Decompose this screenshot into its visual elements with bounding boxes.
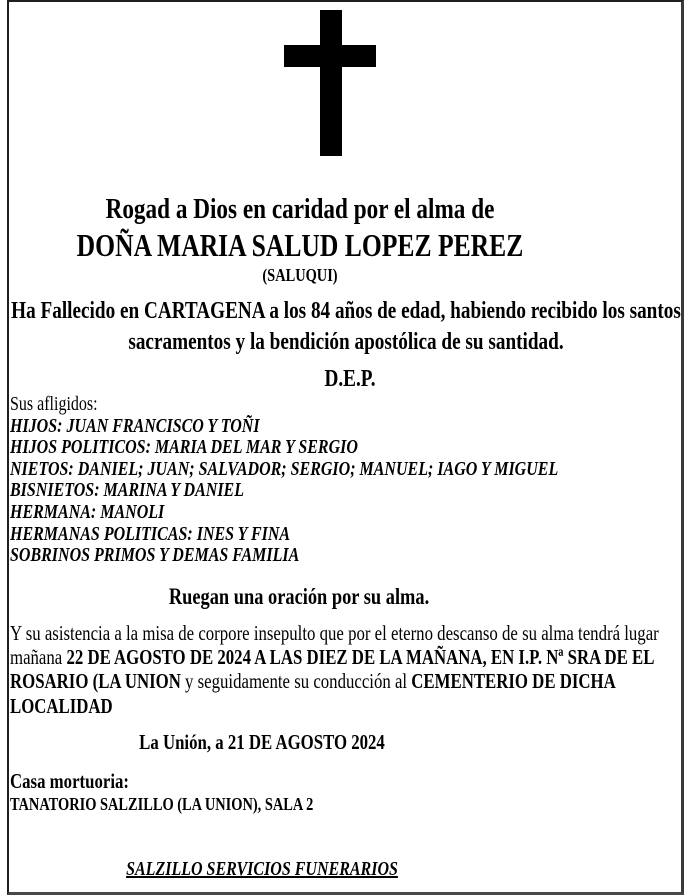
cross-vertical-bar xyxy=(320,10,342,156)
mortuary-value: TANATORIO SALZILLO (LA UNION), SALA 2 xyxy=(10,794,314,814)
cross-horizontal-bar xyxy=(284,45,376,67)
deceased-name: DOÑA MARIA SALUD LOPEZ PEREZ xyxy=(76,227,524,263)
title-block xyxy=(0,191,636,286)
mourners-list xyxy=(10,394,682,567)
prayer-request: Ruegan una oración por su alma. xyxy=(168,584,430,609)
mourner-line: SOBRINOS PRIMOS Y DEMAS FAMILIA xyxy=(10,544,300,567)
funeral-paragraph-part3: y seguidamente su conducción al xyxy=(180,669,412,694)
death-announcement: Ha Fallecido en CARTAGENA a los 84 años de edad, habiendo recibido los santos sacramentos y la bendición apostólica de su santidad. xyxy=(11,298,681,355)
funeral-home-footer: SALZILLO SERVICIOS FUNERARIOS xyxy=(126,858,398,880)
mourner-line: HERMANAS POLITICAS: INES Y FINA xyxy=(10,522,291,545)
mourner-line: BISNIETOS: MARINA Y DANIEL xyxy=(10,479,244,502)
funeral-paragraph-part1: Y su asistencia a la misa de corpore insepulto que por el eterno descanso de su alma tendrá lugar mañana xyxy=(10,621,659,670)
dateline: La Unión, a 21 DE AGOSTO 2024 xyxy=(139,730,385,754)
mourner-line: HERMANA: MANOLI xyxy=(10,500,165,523)
cemetery-destination: CEMENTERIO DE DICHA LOCALIDAD xyxy=(10,669,615,718)
funeral-paragraph xyxy=(10,621,682,718)
mourner-line: HIJOS: JUAN FRANCISCO Y TOÑI xyxy=(10,414,260,437)
mortuary-block xyxy=(10,769,682,815)
mourners-intro: Sus afligidos: xyxy=(10,393,98,415)
deceased-nickname: (SALUQUI) xyxy=(262,265,338,285)
mortuary-label: Casa mortuoria: xyxy=(10,769,129,793)
funeral-datetime-location: 22 DE AGOSTO DE 2024 A LAS DIEZ DE LA MAÑANA, EN I.P. Nª SRA DE EL ROSARIO (LA UNION xyxy=(10,645,654,694)
dep-abbreviation: D.E.P. xyxy=(324,366,376,392)
mourner-line: HIJOS POLITICOS: MARIA DEL MAR Y SERGIO xyxy=(10,436,358,459)
mourner-line: NIETOS: DANIEL; JUAN; SALVADOR; SERGIO; MANUEL; IAGO Y MIGUEL xyxy=(10,457,559,480)
invocation-line: Rogad a Dios en caridad por el alma de xyxy=(105,193,495,225)
